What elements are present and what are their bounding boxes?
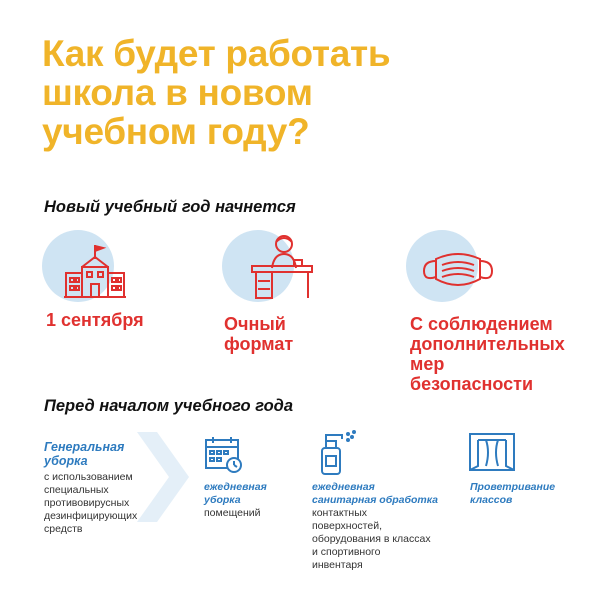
start-date-label: 1 сентября <box>46 310 144 330</box>
page-title <box>42 34 462 151</box>
format-label: Очный формат <box>224 314 294 354</box>
section-heading-before: Перед началом учебного года <box>44 397 294 415</box>
chevron-right-icon <box>137 432 189 522</box>
sanitation-title: ежедневная санитарная обработка <box>312 481 439 506</box>
face-mask-icon <box>420 245 496 295</box>
safety-label: С соблюдением дополнительных мер безопасности <box>410 314 565 394</box>
calendar-clock-icon <box>204 436 244 474</box>
general-cleaning-desc: с использованием специальных противовирусных дезинфицирующих средств <box>44 471 138 535</box>
title-line-2: школа в новом <box>42 72 313 113</box>
sanitation-desc: контактных поверхностей, оборудования в классах и спортивного инвентаря <box>312 507 431 571</box>
teacher-desk-icon <box>250 232 316 302</box>
general-cleaning-title: Генеральная уборка <box>44 440 125 468</box>
spray-bottle-icon <box>312 430 358 476</box>
open-window-icon <box>468 432 516 472</box>
daily-cleaning-desc: помещений <box>204 507 261 519</box>
title-line-1: Как будет работать <box>42 33 391 74</box>
daily-cleaning-title: ежедневная уборка <box>204 481 267 506</box>
title-line-3: учебном году? <box>42 111 310 152</box>
ventilation-title: Проветривание классов <box>470 481 556 506</box>
school-building-icon <box>62 243 128 299</box>
section-heading-start: Новый учебный год начнется <box>44 198 296 216</box>
